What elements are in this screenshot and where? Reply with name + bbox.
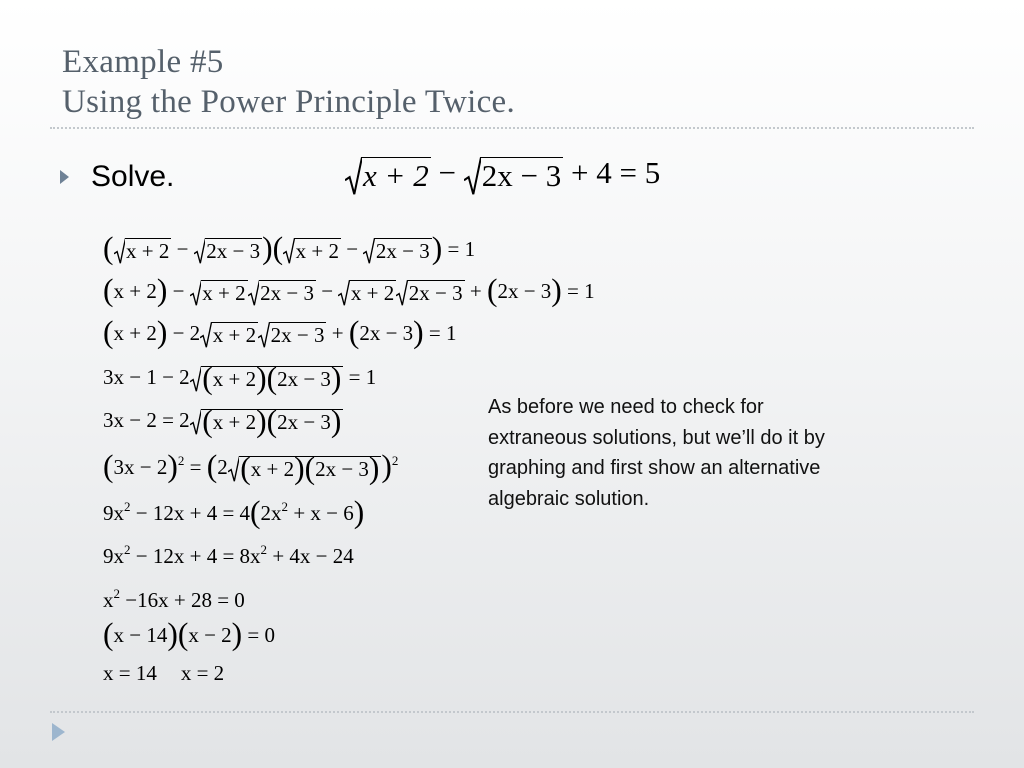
step-9: $x^2 -16x + 28 = 0$ xyxy=(103,585,245,612)
step-5: 3x − 2 = 2 (x + 2)(2x − 3) xyxy=(103,403,342,439)
step-3: (x + 2) − 2 x + 2 2x − 3 + (2x − 3) = 1 xyxy=(103,314,457,350)
title-line-1: Example #5 xyxy=(62,44,224,80)
sqrt-radical: x + 2 xyxy=(345,157,431,196)
explanation-note: As before we need to check for extraneous solutions, but we’ll do it by graphing and first show an alternative algebraic solution. xyxy=(488,396,825,510)
solve-label: Solve. xyxy=(91,160,175,193)
step-2: (x + 2) − x + 2 2x − 3 − x + 2 2x − 3 + (2x − 3) = 1 xyxy=(103,272,595,308)
problem-equation: x + 2 − 2x − 3 + 4 = 5 xyxy=(345,155,660,195)
step-10: (x − 14)(x − 2) = 0 xyxy=(103,616,276,652)
step-11: x = 14 x = 2 xyxy=(103,661,225,685)
bullet-solve xyxy=(60,157,174,197)
title-divider xyxy=(50,127,974,129)
slide-title xyxy=(62,42,515,122)
sqrt-radical: 2x − 3 xyxy=(464,157,564,196)
footer-divider xyxy=(50,711,974,713)
step-8: $9x^2 - 12x + 4 = 8x^2 + 4x - 24$ xyxy=(103,541,354,568)
step-4: 3x − 1 − 2 (x + 2)(2x − 3) = 1 xyxy=(103,360,377,396)
step-1: ( x + 2 − 2x − 3 )( x + 2 − 2x − 3 ) = 1 xyxy=(103,230,476,266)
step-6: $(3x - 2)^2 = (2$ (x + 2)(2x − 3) )$^2$ xyxy=(103,448,399,486)
title-line-2: Using the Power Principle Twice. xyxy=(62,84,516,120)
bullet-arrow-icon xyxy=(60,170,69,184)
step-7: $9x^2 - 12x + 4 = 4(2x^2 + x - 6)$ xyxy=(103,494,365,530)
footer-arrow-icon xyxy=(52,723,65,741)
